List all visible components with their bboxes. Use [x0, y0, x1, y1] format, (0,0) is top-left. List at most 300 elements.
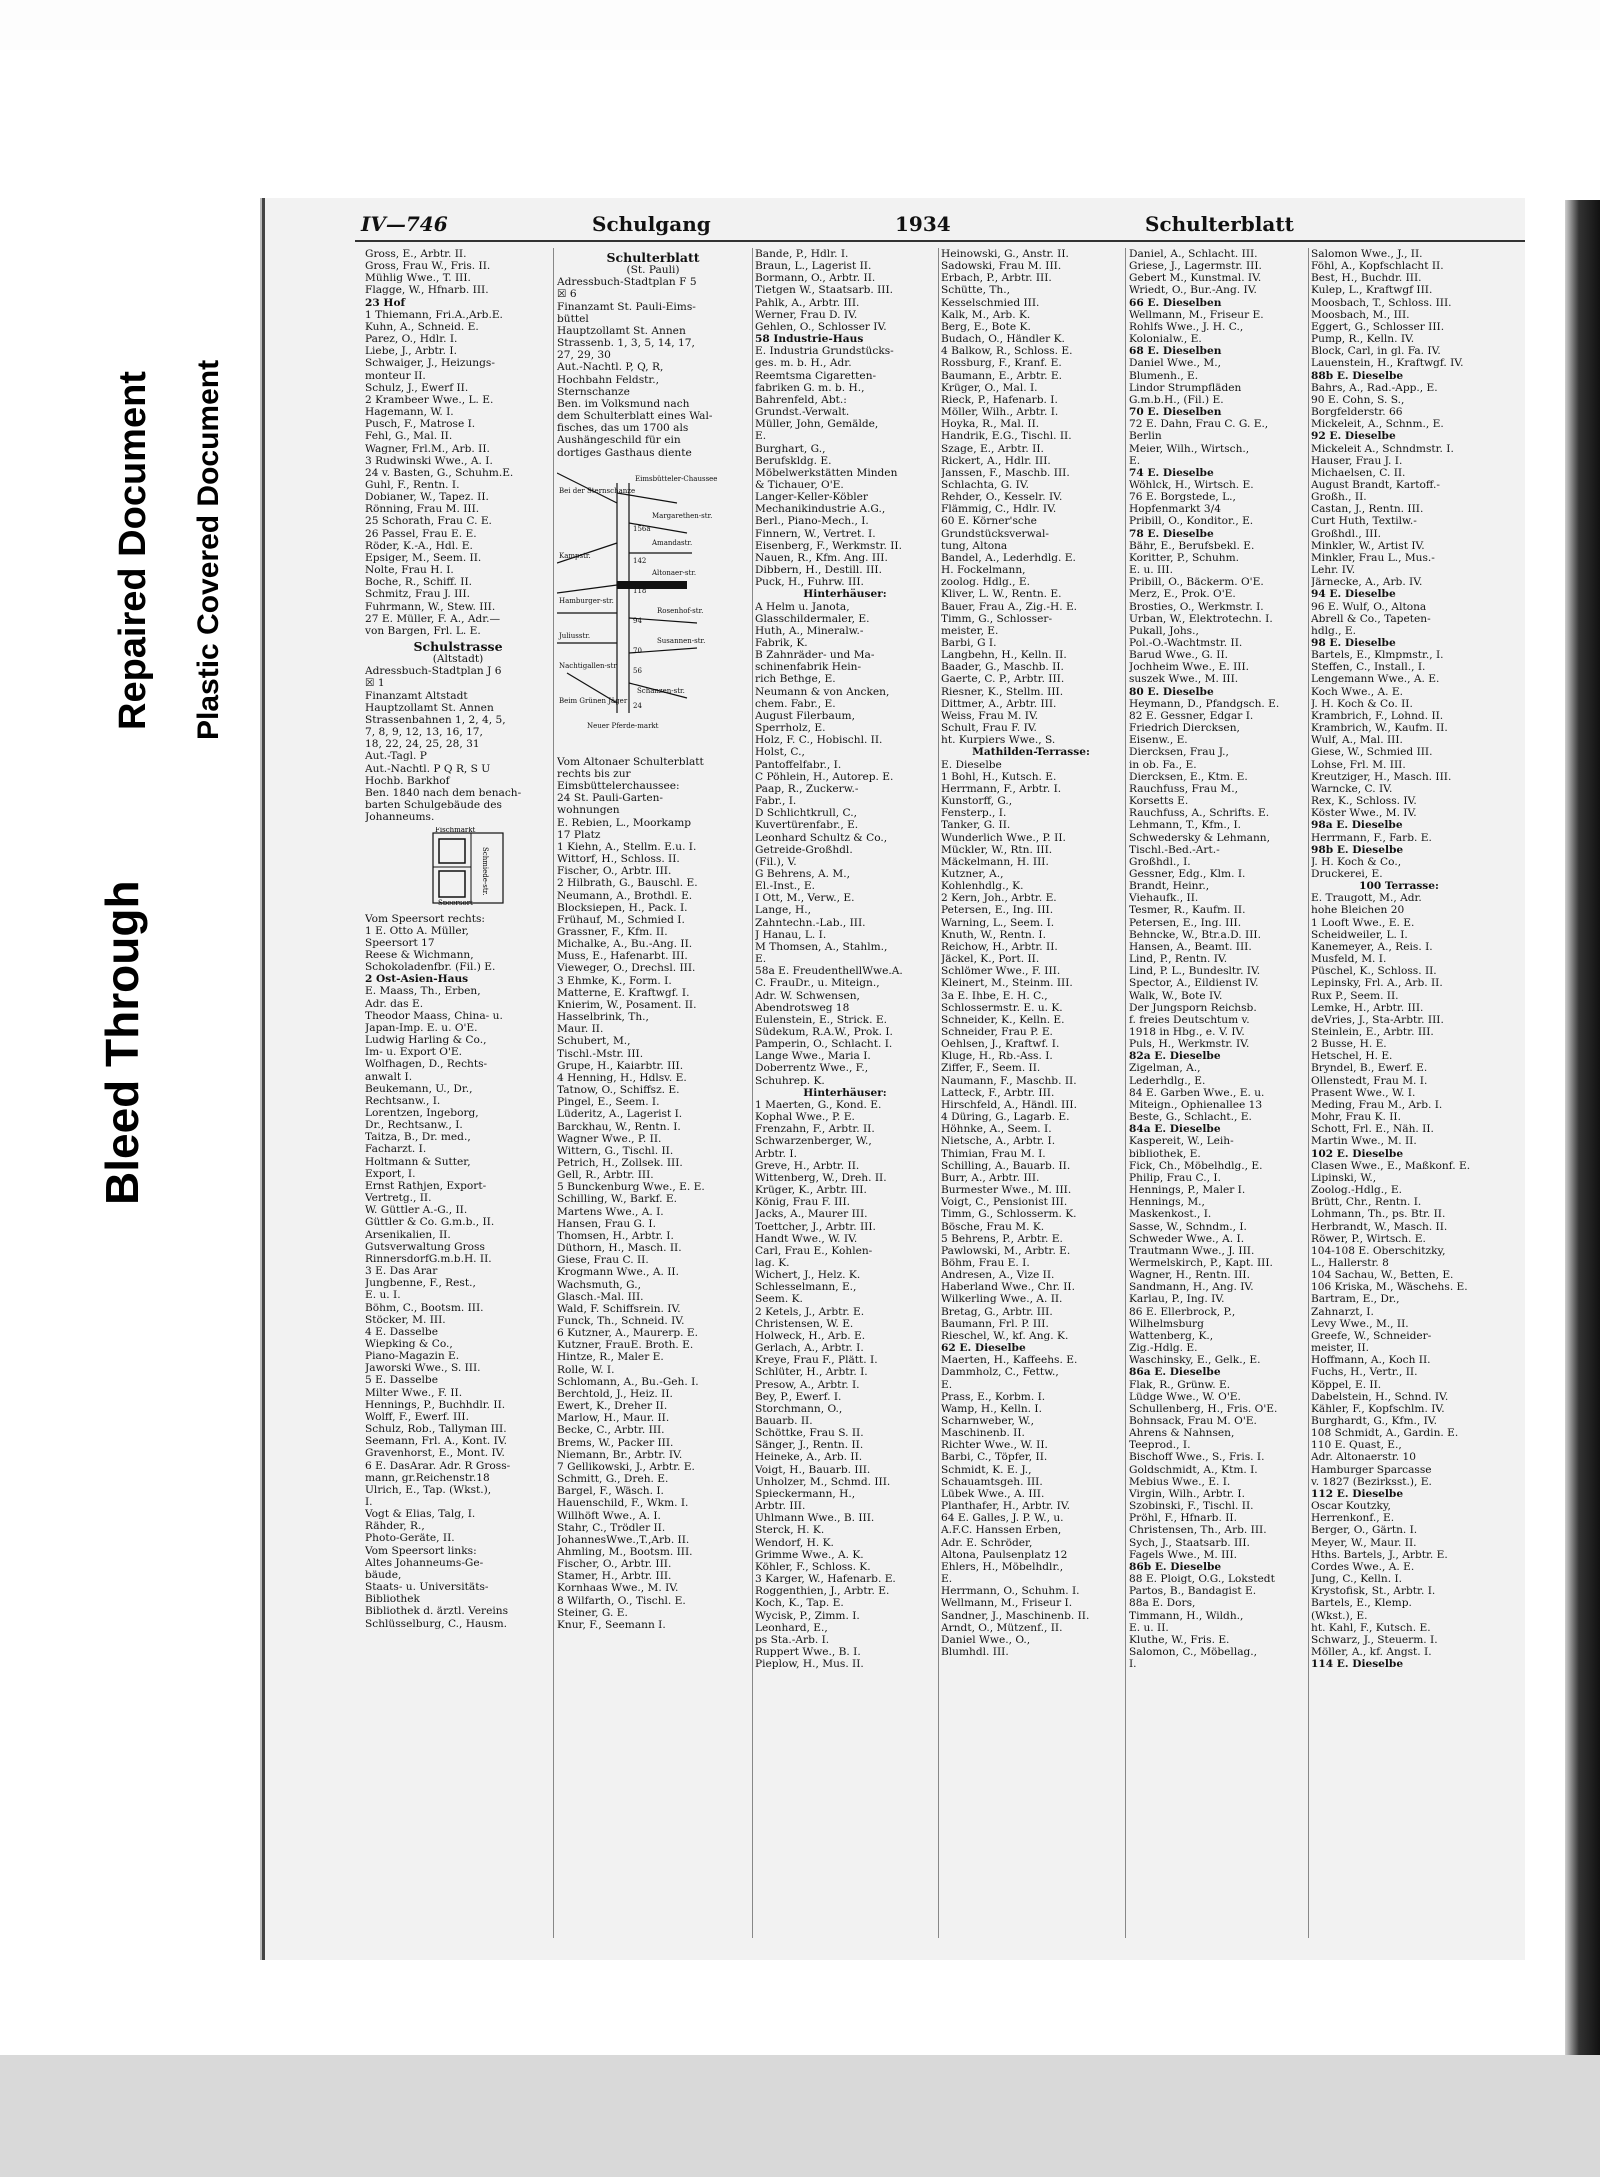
directory-entry: Martens Wwe., A. I.	[557, 1205, 664, 1218]
directory-entry: Friedrich Diercksen,	[1129, 722, 1240, 735]
directory-entry: Kluthe, W., Fris. E.	[1129, 1633, 1230, 1646]
directory-entry: Bahrs, A., Rad.-App., E.	[1311, 381, 1438, 394]
directory-entry: Rex, K., Schloss. IV.	[1311, 795, 1417, 808]
directory-entry: RinnersdorfG.m.b.H. II.	[365, 1252, 492, 1265]
directory-entry: Wittern, G., Tischl. II.	[557, 1144, 674, 1157]
directory-entry: Hauenschild, F., Wkm. I.	[557, 1497, 689, 1510]
directory-entry: Mühlig Wwe., T. III.	[365, 272, 471, 285]
directory-entry: Jacks, A., Maurer III.	[755, 1208, 868, 1221]
directory-entry: Krystofisk, St., Arbtr. I.	[1311, 1585, 1436, 1598]
directory-entry: Ernst Rathjen, Export-	[365, 1179, 487, 1192]
directory-entry: Frühauf, M., Schmied I.	[557, 913, 685, 926]
directory-entry: Steffen, C., Install., I.	[1311, 661, 1426, 674]
directory-entry: E. Dieselbe	[941, 758, 1002, 771]
column-divider	[752, 248, 753, 1938]
directory-entry: Schlüsselburg, C., Hausm.	[365, 1617, 507, 1630]
directory-entry: Schauamtsgeh. III.	[941, 1475, 1043, 1488]
directory-entry: Blocksiepen, H., Pack. I.	[557, 901, 688, 914]
directory-entry: 74 E. Dieselbe	[1129, 466, 1214, 479]
directory-entry: Der Jungsporn Reichsb.	[1129, 1001, 1257, 1014]
directory-entry: Oehlsen, J., Kraftwf. I.	[941, 1038, 1060, 1051]
directory-entry: Schlossermstr. E. u. K.	[941, 1001, 1063, 1014]
map-label: Beim Grünen Jäger	[559, 696, 628, 705]
directory-entry: Puls, H., Werkmstr. IV.	[1129, 1038, 1250, 1051]
directory-entry: in ob. Fa., E.	[1129, 758, 1197, 771]
directory-entry: 88 E. Ploigt, O.G., Lokstedt	[1129, 1573, 1275, 1586]
directory-entry: L., Hallerstr. 8	[1311, 1256, 1389, 1269]
directory-entry: 60 E. Körner'sche	[941, 515, 1037, 528]
directory-entry: Lehmann, T., Kfm., I.	[1129, 819, 1242, 832]
directory-entry: Holst, C.,	[755, 746, 805, 759]
directory-entry: tung, Altona	[941, 539, 1008, 552]
directory-entry: Eulenstein, E., Strick. E.	[755, 1013, 887, 1026]
directory-entry: Schneider, K., Kelln. E.	[941, 1013, 1065, 1026]
directory-entry: Vieweger, O., Drechsl. III.	[557, 962, 696, 975]
directory-entry: 80 E. Dieselbe	[1129, 685, 1214, 698]
directory-entry: Gutsverwaltung Gross	[365, 1240, 485, 1253]
directory-entry: Export, I.	[365, 1167, 416, 1180]
directory-entry: Frenzahn, F., Arbtr. II.	[755, 1123, 875, 1136]
directory-entry: Szage, E., Arbtr. II.	[941, 442, 1044, 455]
directory-entry: Moosbach, T., Schloss. III.	[1311, 296, 1452, 309]
directory-entry: Großhdl., I.	[1129, 855, 1191, 868]
directory-entry: barten Schulgebäude des	[365, 799, 502, 812]
directory-entry: Pröhl, F., Hfnarb. II.	[1129, 1512, 1237, 1525]
directory-entry: 7, 8, 9, 12, 13, 16, 17,	[365, 726, 483, 739]
directory-entry: Köhler, F., Schloss. K.	[755, 1560, 871, 1573]
map-label: 118	[633, 586, 647, 595]
directory-entry: Fabrik, K.	[755, 637, 808, 649]
directory-entry: Arbtr. I.	[755, 1147, 797, 1160]
directory-entry: Wellmann, M., Friseur I.	[941, 1597, 1073, 1610]
scan-top-margin	[0, 0, 1600, 50]
directory-entry: deVries, J., Sta-Arbtr. III.	[1311, 1013, 1444, 1026]
directory-entry: Herrmann, O., Schuhm. I.	[941, 1585, 1080, 1598]
directory-entry: hohe Bleichen 20	[1311, 904, 1405, 917]
directory-entry: Taitza, B., Dr. med.,	[365, 1131, 471, 1144]
map-label-schmiedestr: Schmiede-str.	[481, 847, 489, 896]
directory-entry: Schweder Wwe., A. I.	[1129, 1232, 1245, 1245]
directory-entry: 3 Karger, W., Hafenarb. E.	[755, 1573, 896, 1586]
directory-entry: Burmester Wwe., M. III.	[941, 1184, 1072, 1197]
directory-entry: Abendrotsweg 18	[755, 1001, 850, 1014]
directory-entry: Schütte, Th.,	[941, 284, 1010, 297]
directory-entry: lag. K.	[755, 1256, 790, 1269]
map-label: 94	[633, 616, 642, 625]
directory-entry: dem Schulterblatt eines Wal-	[557, 410, 713, 423]
directory-entry: Rehder, O., Kesselr. IV.	[941, 491, 1063, 504]
directory-entry: Hauser, Frau J. I.	[1311, 454, 1403, 467]
directory-entry: E. Industria Grundstücks-	[755, 345, 894, 358]
directory-entry: Vertretg., II.	[365, 1192, 432, 1205]
directory-entry: Hopfenmarkt 3/4	[1129, 503, 1221, 516]
directory-entry: Mückler, W., Rtn. III.	[941, 843, 1053, 856]
directory-entry: D Schlichtkrull, C.,	[755, 807, 857, 820]
directory-entry: Lorentzen, Ingeborg,	[365, 1107, 479, 1119]
directory-entry: Ollenstedt, Frau M. I.	[1311, 1074, 1428, 1087]
directory-entry: ☒ 6	[557, 288, 577, 301]
directory-entry: Mickeleit A., Schndmstr. I.	[1311, 442, 1454, 455]
directory-entry: ☒ 1	[365, 677, 385, 690]
directory-entry: Borgfelderstr. 66	[1311, 406, 1403, 419]
directory-entry: Tesmer, R., Kaufm. II.	[1129, 904, 1246, 917]
directory-entry: Dr., Rechtsanw., I.	[365, 1119, 463, 1132]
directory-entry: 1 Maerten, G., Kond. E.	[755, 1098, 882, 1111]
column-divider	[1125, 248, 1126, 1938]
directory-entry: Schlachta, G. IV.	[941, 478, 1029, 491]
directory-entry: 24 v. Basten, G., Schuhm.E.	[365, 466, 514, 479]
directory-entry: 96 E. Wulf, O., Altona	[1311, 600, 1427, 613]
directory-entry: Baumann, E., Arbtr. E.	[941, 369, 1062, 382]
directory-entry: Sternschanze	[557, 385, 630, 398]
directory-entry: Hauptzollamt St. Annen	[557, 324, 686, 337]
directory-entry: 112 E. Dieselbe	[1311, 1487, 1404, 1500]
directory-entry: Stahr, C., Trödler II.	[557, 1521, 666, 1534]
directory-entry: Mickeleit, A., Schnm., E.	[1311, 418, 1444, 431]
directory-entry: Kulep, L., Kraftwgf III.	[1311, 284, 1433, 297]
directory-entry: Pingel, E., Seem. I.	[557, 1096, 660, 1109]
directory-entry: Nietsche, A., Arbtr. I.	[941, 1135, 1056, 1148]
directory-entry: Gell, R., Arbtr. III.	[557, 1169, 654, 1182]
directory-entry: Mechanikindustrie A.G.,	[755, 503, 886, 516]
directory-entry: Zig.-Hdlg. E.	[1129, 1342, 1198, 1355]
directory-entry: G Behrens, A. M.,	[755, 867, 851, 880]
directory-entry: Scheidweiler, L. I.	[1311, 928, 1408, 941]
directory-entry: suszek Wwe., M. III.	[1129, 673, 1239, 686]
directory-entry: Adr. E. Schröder,	[941, 1536, 1033, 1549]
directory-entry: Spieckermann, H.,	[755, 1487, 856, 1500]
directory-entry: Brandt, Heinr.,	[1129, 880, 1210, 893]
directory-entry: Möller, A., kf. Angst. I.	[1311, 1645, 1432, 1658]
directory-entry: 4 Balkow, R., Schloss. E.	[941, 345, 1073, 358]
directory-entry: G.m.b.H., (Fil.) E.	[1129, 393, 1224, 406]
directory-entry: Karlau, P., Ing. IV.	[1129, 1293, 1225, 1306]
directory-entry: Wilkerling Wwe., A. II.	[941, 1293, 1063, 1306]
directory-entry: Krüger, K., Arbtr. III.	[755, 1184, 867, 1197]
directory-entry: 2 Ost-Asien-Haus	[365, 973, 469, 986]
directory-entry: Lederhdlg., E.	[1129, 1074, 1206, 1087]
directory-entry: 92 E. Dieselbe	[1311, 430, 1396, 443]
directory-entry: Burghardt, G., Kfm., IV.	[1311, 1415, 1437, 1427]
directory-entry: Pusch, F., Matrose I.	[365, 418, 476, 431]
map-label: 142	[633, 556, 647, 565]
directory-entry: Dabelstein, H., Schnd. IV.	[1311, 1390, 1449, 1403]
directory-entry: Gehlen, O., Schlosser IV.	[755, 320, 887, 333]
scan-bottom-margin	[0, 2055, 1600, 2177]
directory-entry: Facharzt. I.	[365, 1143, 427, 1156]
directory-entry: Petrich, H., Zollsek. III.	[557, 1156, 683, 1169]
directory-entry: E.	[1129, 454, 1141, 467]
directory-entry: Ludwig Harling & Co.,	[365, 1034, 487, 1047]
directory-entry: Hansen, A., Beamt. III.	[1129, 940, 1252, 953]
directory-entry: Herrmann, F., Farb. E.	[1311, 831, 1432, 844]
directory-entry: Johanneums.	[365, 811, 435, 824]
directory-entry: Maschinenb. II.	[941, 1427, 1025, 1440]
directory-entry: Berl., Piano-Mech., I.	[755, 515, 869, 528]
directory-entry: 58a E. FreudenthellWwe.A.	[755, 965, 903, 978]
map-label-fischmarkt: Fischmarkt	[435, 827, 476, 835]
directory-entry: Piano-Magazin E.	[365, 1350, 460, 1363]
directory-entry: Giese, Frau C. II.	[557, 1254, 649, 1267]
directory-entry: Wöhlck, H., Wirtsch. E.	[1129, 478, 1254, 491]
directory-entry: Schmitz, Frau J. III.	[365, 588, 471, 601]
directory-entry: Fehl, G., Mal. II.	[365, 430, 453, 443]
directory-entry: Riesner, K., Stellm. III.	[941, 685, 1064, 698]
directory-entry: Köppel, E. II.	[1311, 1378, 1382, 1391]
column-5	[1129, 248, 1305, 1948]
directory-entry: Miteign., Ophienallee 13	[1129, 1098, 1263, 1111]
directory-entry: Braun, L., Lagerist II.	[755, 260, 872, 273]
directory-entry: Flagge, W., Hfnarb. III.	[365, 284, 489, 297]
directory-entry: Hintze, R., Maler E.	[557, 1351, 664, 1364]
directory-entry: Brosties, O., Werkmstr. I.	[1129, 600, 1264, 613]
directory-entry: Jochheim Wwe., E. III.	[1129, 661, 1249, 674]
directory-entry: Voigt, H., Bauarb. III.	[755, 1463, 871, 1476]
directory-entry: Sasse, W., Schndm., I.	[1129, 1220, 1247, 1233]
directory-entry: 5 Behrens, P., Arbtr. E.	[941, 1232, 1063, 1245]
directory-entry: Pribill, O., Bäckerm. O'E.	[1129, 576, 1264, 589]
directory-entry: Merz, E., Prok. O'E.	[1129, 588, 1236, 601]
directory-entry: Schlömer Wwe., F. III.	[941, 965, 1061, 978]
directory-entry: Funck, Th., Schneid. IV.	[557, 1315, 685, 1327]
directory-entry: Eisenw., E.	[1129, 734, 1188, 747]
directory-entry: Flämmig, C., Hdlr. IV.	[941, 503, 1057, 516]
directory-entry: Richter Wwe., W. II.	[941, 1439, 1048, 1452]
directory-entry: Herbrandt, W., Masch. II.	[1311, 1220, 1448, 1233]
directory-entry: Wulf, A., Mal. III.	[1311, 734, 1403, 747]
directory-entry: Rux P., Seem. II.	[1311, 989, 1399, 1002]
directory-entry: Leonhard Schultz & Co.,	[755, 831, 888, 844]
directory-entry: 18, 22, 24, 25, 28, 31	[365, 738, 480, 751]
directory-entry: Krogmann Wwe., A. II.	[557, 1266, 679, 1279]
directory-entry: Grassner, F., Kfm. II.	[557, 926, 668, 938]
directory-entry: Aut.-Nachtl. P Q R, S U	[365, 762, 491, 775]
directory-entry: 1 Kiehn, A., Stellm. E.u. I.	[557, 840, 697, 853]
directory-entry: Daniel Wwe., O.,	[941, 1633, 1031, 1646]
section-subheading: (St. Pauli)	[626, 264, 680, 277]
directory-entry: Trautmann Wwe., J. III.	[1129, 1244, 1255, 1257]
directory-entry: Wagner Wwe., P. II.	[557, 1132, 662, 1145]
directory-entry: Wagner, H., Rentn. III.	[1129, 1269, 1250, 1282]
directory-entry: Andresen, A., Vize II.	[941, 1269, 1055, 1282]
map-label: Nachtigallen-str.	[559, 661, 619, 670]
directory-entry: Krambrich, F., Lohnd. II.	[1311, 709, 1444, 722]
directory-entry: Röwer, P., Wirtsch. E.	[1311, 1232, 1426, 1245]
directory-entry: Glasch.-Mal. III.	[557, 1290, 644, 1303]
directory-entry: Schuhrep. K.	[755, 1074, 825, 1087]
directory-entry: Carl, Frau E., Kohlen-	[755, 1244, 873, 1257]
directory-entry: hdlg., E.	[1311, 624, 1356, 637]
directory-entry: 24 St. Pauli-Garten-	[557, 792, 664, 805]
directory-entry: Liebe, J., Arbtr. I.	[365, 345, 457, 358]
directory-entry: E.	[755, 953, 767, 966]
directory-entry: Hagemann, W. I.	[365, 406, 454, 419]
directory-entry: Rolle, W. I.	[557, 1363, 615, 1376]
directory-entry: 102 E. Dieselbe	[1311, 1147, 1404, 1160]
directory-entry: Bande, P., Hdlr. I.	[755, 248, 849, 260]
directory-entry: Leonhard, E.,	[755, 1621, 828, 1634]
directory-entry: Christensen, Th., Arb. III.	[1129, 1524, 1267, 1537]
directory-entry: Bartels, E., Klmpmstr., I.	[1311, 649, 1444, 662]
directory-entry: Schilling, W., Barkf. E.	[557, 1193, 678, 1206]
directory-entry: J. H. Koch & Co.,	[1311, 855, 1402, 868]
directory-entry: Ulrich, E., Tap. (Wkst.),	[365, 1483, 492, 1496]
directory-entry: Zahntechn.-Lab., III.	[755, 916, 866, 929]
directory-entry: Bischoff Wwe., S., Fris. I.	[1129, 1451, 1265, 1464]
directory-entry: Virgin, Wilh., Arbtr. I.	[1129, 1487, 1245, 1500]
directory-entry: 1 Looft Wwe., E. E.	[1311, 916, 1415, 929]
directory-entry: Bormann, O., Arbtr. II.	[755, 272, 876, 285]
directory-entry: Handt Wwe., W. IV.	[755, 1232, 858, 1245]
directory-entry: Seem. K.	[755, 1293, 803, 1306]
directory-entry: Philip, Frau C., I.	[1129, 1171, 1221, 1184]
directory-entry: Heineke, A., Arb. II.	[755, 1451, 863, 1464]
directory-entry: Schilling, A., Bauarb. II.	[941, 1159, 1071, 1172]
map-label: 24	[633, 701, 642, 710]
directory-entry: Wachsmuth, G.,	[557, 1278, 641, 1291]
directory-entry: Planthafer, H., Arbtr. IV.	[941, 1500, 1070, 1513]
directory-entry: Koch, K., Tap. E.	[755, 1597, 844, 1610]
directory-entry: Lüdge Wwe., W. O'E.	[1129, 1390, 1241, 1403]
directory-entry: Michaelsen, C. II.	[1311, 466, 1406, 479]
map-label: Hamburger-str.	[559, 596, 614, 605]
directory-entry: 86 E. Ellerbrock, P.,	[1129, 1305, 1236, 1318]
directory-entry: Aushängeschild für ein	[557, 434, 681, 447]
directory-entry: Aut.-Nachtl. P, Q, R,	[557, 361, 664, 374]
directory-entry: Best, H., Buchdr. III.	[1311, 272, 1422, 285]
directory-entry: Petersen, E., Ing. III.	[941, 904, 1054, 917]
directory-entry: Korsetts E.	[1129, 795, 1189, 808]
directory-entry: Lepinsky, Frl. A., Arb. II.	[1311, 977, 1443, 990]
directory-entry: Unholzer, M., Schmd. III.	[755, 1475, 891, 1488]
directory-entry: Hennings, M.,	[1129, 1196, 1205, 1209]
directory-entry: dortiges Gasthaus diente	[557, 446, 692, 459]
directory-entry: Tatnow, O., Schiffsz. E.	[557, 1084, 680, 1097]
directory-entry: 2 Kern, Joh., Arbtr. E.	[941, 892, 1057, 905]
directory-entry: 2 Busse, H. E.	[1311, 1038, 1387, 1051]
directory-entry: Latteck, F., Arbtr. III.	[941, 1086, 1055, 1099]
directory-entry: Eimsbüttelerchaussee:	[557, 780, 680, 793]
directory-entry: Diercksen, Frau J.,	[1129, 746, 1229, 759]
directory-entry: Kleinert, M., Steinm. III.	[941, 977, 1073, 990]
directory-entry: Höhnke, A., Seem. I.	[941, 1123, 1052, 1136]
directory-entry: Sandmann, H., Ang. IV.	[1129, 1281, 1254, 1294]
directory-entry: mann, gr.Reichenstr.18	[365, 1471, 490, 1484]
column-divider	[938, 248, 939, 1938]
directory-entry: Schult, Frau F. IV.	[941, 722, 1037, 735]
directory-entry: zoolog. Hdlg., E.	[941, 576, 1031, 589]
directory-entry: E.	[941, 1378, 953, 1391]
directory-entry: Theodor Maass, China- u.	[365, 1009, 503, 1022]
directory-entry: Lindor Strumpfläden	[1129, 381, 1242, 394]
directory-entry: Weiss, Frau M. IV.	[941, 709, 1039, 722]
directory-entry: August Filerbaum,	[755, 709, 855, 722]
column-3	[755, 248, 935, 1948]
directory-entry: 84 E. Garben Wwe., E. u.	[1129, 1086, 1265, 1099]
directory-entry: A Helm u. Janota,	[755, 600, 850, 613]
directory-entry: Fuchs, H., Vertr., II.	[1311, 1366, 1418, 1379]
directory-entry: Arndt, O., Mützenf., II.	[941, 1621, 1063, 1634]
directory-entry: Flak, R., Grünw. E.	[1129, 1378, 1231, 1391]
directory-entry: Lind, P., Rentn. IV.	[1129, 953, 1228, 966]
directory-entry: Barbi, G I.	[941, 637, 997, 649]
directory-entry: Partos, B., Bandagist E.	[1129, 1585, 1257, 1598]
directory-entry: Hochb. Barkhof	[365, 774, 450, 787]
directory-entry: schinenfabrik Hein-	[755, 661, 862, 674]
directory-entry: Kutzner, A.,	[941, 867, 1004, 880]
directory-entry: Berg, E., Bote K.	[941, 320, 1031, 333]
directory-entry: Urban, W., Elektrotechn. I.	[1129, 612, 1273, 625]
directory-entry: 94 E. Dieselbe	[1311, 588, 1396, 601]
directory-entry: Kuvertürenfabr., E.	[755, 819, 859, 832]
directory-entry: Blumenh., E.	[1129, 369, 1199, 382]
directory-entry: Schullenberg, H., Fris. O'E.	[1129, 1402, 1278, 1415]
directory-entry: Lauenstein, H., Kraftwgf. IV.	[1311, 357, 1464, 370]
directory-entry: I.	[1129, 1658, 1137, 1671]
directory-entry: 6 Kutzner, A., Maurerp. E.	[557, 1327, 698, 1340]
directory-entry: Wattenberg, K.,	[1129, 1329, 1214, 1342]
directory-entry: Bibliothek d. ärztl. Vereins	[365, 1605, 509, 1618]
directory-entry: 88b E. Dieselbe	[1311, 369, 1404, 382]
directory-entry: Giese, W., Schmied III.	[1311, 746, 1433, 759]
directory-entry: Fischer, O., Arbtr. III.	[557, 1558, 672, 1571]
directory-entry: E. Traugott, M., Adr.	[1311, 892, 1422, 905]
map-label: 70	[633, 646, 642, 655]
directory-entry: Kophal Wwe., P. E.	[755, 1111, 855, 1124]
directory-entry: Kuhn, A., Schneid. E.	[365, 320, 479, 333]
directory-entry: Lange, H.,	[755, 904, 811, 917]
directory-entry: Schlesselmann, E.,	[755, 1281, 857, 1294]
map-label: Altonaer-str.	[652, 568, 697, 577]
directory-entry: Hamburger Sparcasse	[1311, 1463, 1432, 1476]
directory-entry: Mäckelmann, H. III.	[941, 855, 1049, 868]
directory-entry: Nolte, Frau H. I.	[365, 564, 454, 577]
directory-entry: Tietgen W., Staatsarb. III.	[755, 284, 894, 297]
directory-entry: Finanzamt Altstadt	[365, 689, 468, 702]
directory-entry: Boche, R., Schiff. II.	[365, 576, 473, 589]
directory-entry: Curt Huth, Textilw.-	[1311, 515, 1417, 528]
directory-entry: Wald, F. Schiffsrein. IV.	[557, 1302, 681, 1315]
directory-entry: Handrik, E.G., Tischl. II.	[941, 430, 1072, 443]
directory-entry: Langbehn, H., Kelln. II.	[941, 649, 1067, 662]
directory-entry: Timm, G., Schlosserm. K.	[941, 1208, 1077, 1221]
directory-entry: Tischl.-Mstr. III.	[557, 1047, 644, 1060]
directory-entry: 7 Gellikowski, J., Arbtr. E.	[557, 1460, 695, 1473]
directory-entry: Ben. 1840 nach dem benach-	[365, 786, 522, 799]
directory-entry: Teeprod., I.	[1129, 1439, 1191, 1452]
directory-entry: Pol.-O.-Wachtmstr. II.	[1129, 637, 1243, 649]
directory-entry: A.F.C. Hanssen Erben,	[941, 1524, 1062, 1537]
directory-entry: Hennings, P., Buchhdlr. II.	[365, 1398, 506, 1411]
directory-entry: Lüderitz, A., Lagerist I.	[557, 1108, 683, 1121]
directory-entry: E. u. III.	[1129, 564, 1173, 577]
directory-entry: bibliothek, E.	[1129, 1147, 1201, 1160]
directory-entry: Schwaiger, J., Heizungs-	[365, 357, 495, 370]
directory-entry: Rieschel, W., kf. Ang. K.	[941, 1329, 1069, 1342]
directory-entry: Wriedt, O., Bur.-Ang. IV.	[1129, 284, 1257, 297]
directory-entry: Schlomann, A., Bu.-Geh. I.	[557, 1375, 699, 1388]
directory-entry: f. freies Deutschtum v.	[1129, 1013, 1250, 1026]
directory-entry: Meding, Frau M., Arb. I.	[1311, 1098, 1443, 1111]
directory-entry: Christensen, W. E.	[755, 1317, 854, 1330]
directory-entry: Kaspereit, W., Leih-	[1129, 1135, 1234, 1148]
directory-entry: 90 E. Cohn, S. S.,	[1311, 393, 1405, 406]
map-label: Kampstr.	[559, 551, 591, 560]
directory-entry: Storchmann, O.,	[755, 1402, 843, 1415]
directory-entry: Lemke, H., Arbtr. III.	[1311, 1001, 1424, 1014]
directory-entry: Berufskldg. E.	[755, 454, 832, 467]
directory-entry: Maskenkost., I.	[1129, 1208, 1212, 1221]
